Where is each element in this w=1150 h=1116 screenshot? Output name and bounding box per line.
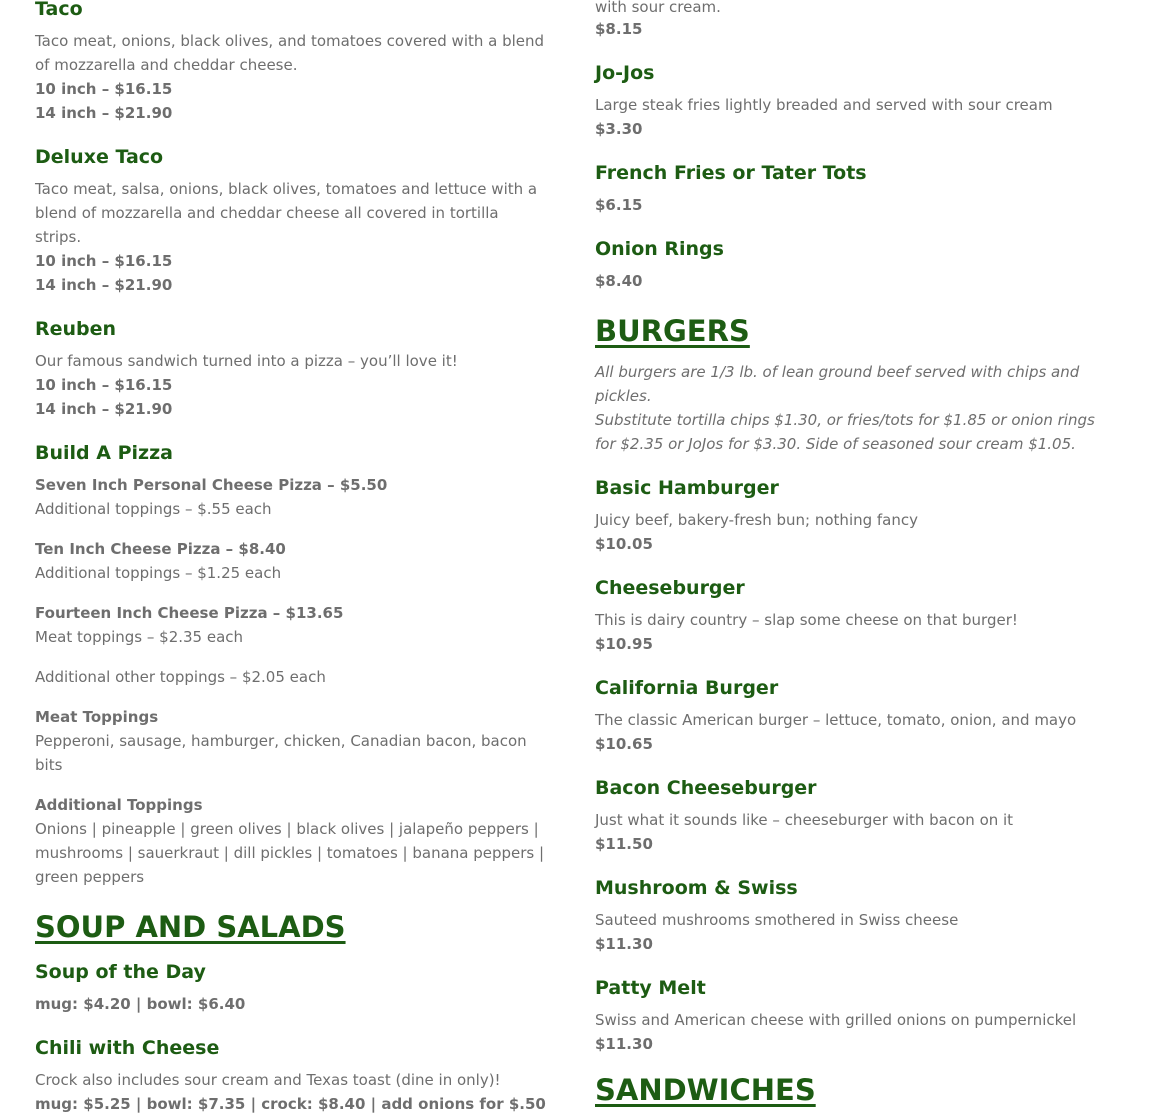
seven-inch-toppings-price: Additional toppings – $.55 each	[35, 500, 272, 518]
california-burger-price: $10.65	[595, 735, 653, 753]
deluxe-taco-description-line-1: Taco meat, salsa, onions, black olives, tomatoes and lettuce with a	[35, 180, 538, 198]
soup-and-salads-section-title: SOUP AND SALADS	[35, 910, 346, 944]
jo-jos-price: $3.30	[595, 120, 643, 138]
cheeseburger-price: $10.95	[595, 635, 653, 653]
deluxe-taco-price-14-inch: 14 inch – $21.90	[35, 276, 173, 294]
soup-of-the-day-price: mug: $4.20 | bowl: $6.40	[35, 995, 246, 1013]
reuben-price-10-inch: 10 inch – $16.15	[35, 376, 173, 394]
burgers-note-line-4: for $2.35 or JoJos for $3.30. Side of seasoned sour cream $1.05.	[595, 435, 1076, 453]
meat-toppings-list-line-2: bits	[35, 756, 63, 774]
burgers-note-line-3: Substitute tortilla chips $1.30, or fries/tots for $1.85 or onion rings	[595, 411, 1095, 429]
basic-hamburger-description: Juicy beef, bakery-fresh bun; nothing fancy	[595, 511, 919, 529]
ten-inch-pizza-price: Ten Inch Cheese Pizza – $8.40	[35, 540, 286, 558]
burgers-note-line-1: All burgers are 1/3 lb. of lean ground beef served with chips and	[595, 363, 1080, 381]
additional-toppings-list-line-3: green peppers	[35, 868, 145, 886]
reuben-title: Reuben	[35, 318, 117, 340]
fourteen-inch-pizza-price: Fourteen Inch Cheese Pizza – $13.65	[35, 604, 344, 622]
additional-toppings-heading: Additional Toppings	[35, 796, 203, 814]
patty-melt-title: Patty Melt	[595, 977, 706, 999]
mushroom-swiss-price: $11.30	[595, 935, 653, 953]
chili-price: mug: $5.25 | bowl: $7.35 | crock: $8.40 | add onions for $.50	[35, 1095, 546, 1113]
bacon-cheeseburger-title: Bacon Cheeseburger	[595, 777, 817, 799]
california-burger-description: The classic American burger – lettuce, tomato, onion, and mayo	[595, 711, 1077, 729]
deluxe-taco-title: Deluxe Taco	[35, 146, 164, 168]
deluxe-taco-description-line-2: blend of mozzarella and cheddar cheese all covered in tortilla	[35, 204, 499, 222]
cheeseburger-description: This is dairy country – slap some cheese on that burger!	[595, 611, 1018, 629]
jo-jos-description: Large steak fries lightly breaded and served with sour cream	[595, 96, 1053, 114]
patty-melt-price: $11.30	[595, 1035, 653, 1053]
chili-with-cheese-title: Chili with Cheese	[35, 1037, 220, 1059]
reuben-description: Our famous sandwich turned into a pizza – you’ll love it!	[35, 352, 458, 370]
french-fries-title: French Fries or Tater Tots	[595, 162, 867, 184]
french-fries-price: $6.15	[595, 196, 643, 214]
burgers-note-line-2: pickles.	[595, 387, 652, 405]
additional-toppings-list-line-2: mushrooms | sauerkraut | dill pickles | tomatoes | banana peppers |	[35, 844, 545, 862]
bacon-cheeseburger-price: $11.50	[595, 835, 653, 853]
patty-melt-description: Swiss and American cheese with grilled onions on pumpernickel	[595, 1011, 1077, 1029]
ten-inch-toppings-price: Additional toppings – $1.25 each	[35, 564, 282, 582]
taco-description-line-2: of mozzarella and cheddar cheese.	[35, 56, 298, 74]
onion-rings-title: Onion Rings	[595, 238, 724, 260]
jo-jos-title: Jo-Jos	[595, 62, 655, 84]
basic-hamburger-price: $10.05	[595, 535, 653, 553]
fourteen-inch-other-toppings-price: Additional other toppings – $2.05 each	[35, 668, 326, 686]
build-a-pizza-title: Build A Pizza	[35, 442, 173, 464]
taco-description-line-1: Taco meat, onions, black olives, and tomatoes covered with a blend	[35, 32, 545, 50]
deluxe-taco-price-10-inch: 10 inch – $16.15	[35, 252, 173, 270]
previous-item-price: $8.15	[595, 20, 643, 38]
burgers-section-title: BURGERS	[595, 314, 750, 348]
taco-price-10-inch: 10 inch – $16.15	[35, 80, 173, 98]
onion-rings-price: $8.40	[595, 272, 643, 290]
meat-toppings-list-line-1: Pepperoni, sausage, hamburger, chicken, Canadian bacon, bacon	[35, 732, 527, 750]
mushroom-swiss-description: Sauteed mushrooms smothered in Swiss cheese	[595, 911, 959, 929]
cheeseburger-title: Cheeseburger	[595, 577, 745, 599]
mushroom-swiss-title: Mushroom & Swiss	[595, 877, 798, 899]
chili-description: Crock also includes sour cream and Texas toast (dine in only)!	[35, 1071, 501, 1089]
seven-inch-pizza-price: Seven Inch Personal Cheese Pizza – $5.50	[35, 476, 388, 494]
fourteen-inch-meat-toppings-price: Meat toppings – $2.35 each	[35, 628, 244, 646]
california-burger-title: California Burger	[595, 677, 779, 699]
meat-toppings-heading: Meat Toppings	[35, 708, 159, 726]
reuben-price-14-inch: 14 inch – $21.90	[35, 400, 173, 418]
sandwiches-section-title: SANDWICHES	[595, 1073, 816, 1107]
taco-title: Taco	[35, 0, 83, 20]
deluxe-taco-description-line-3: strips.	[35, 228, 82, 246]
previous-item-description-tail: with sour cream.	[595, 0, 721, 16]
additional-toppings-list-line-1: Onions | pineapple | green olives | black olives | jalapeño peppers |	[35, 820, 539, 838]
soup-of-the-day-title: Soup of the Day	[35, 961, 206, 983]
bacon-cheeseburger-description: Just what it sounds like – cheeseburger with bacon on it	[595, 811, 1014, 829]
basic-hamburger-title: Basic Hamburger	[595, 477, 779, 499]
taco-price-14-inch: 14 inch – $21.90	[35, 104, 173, 122]
